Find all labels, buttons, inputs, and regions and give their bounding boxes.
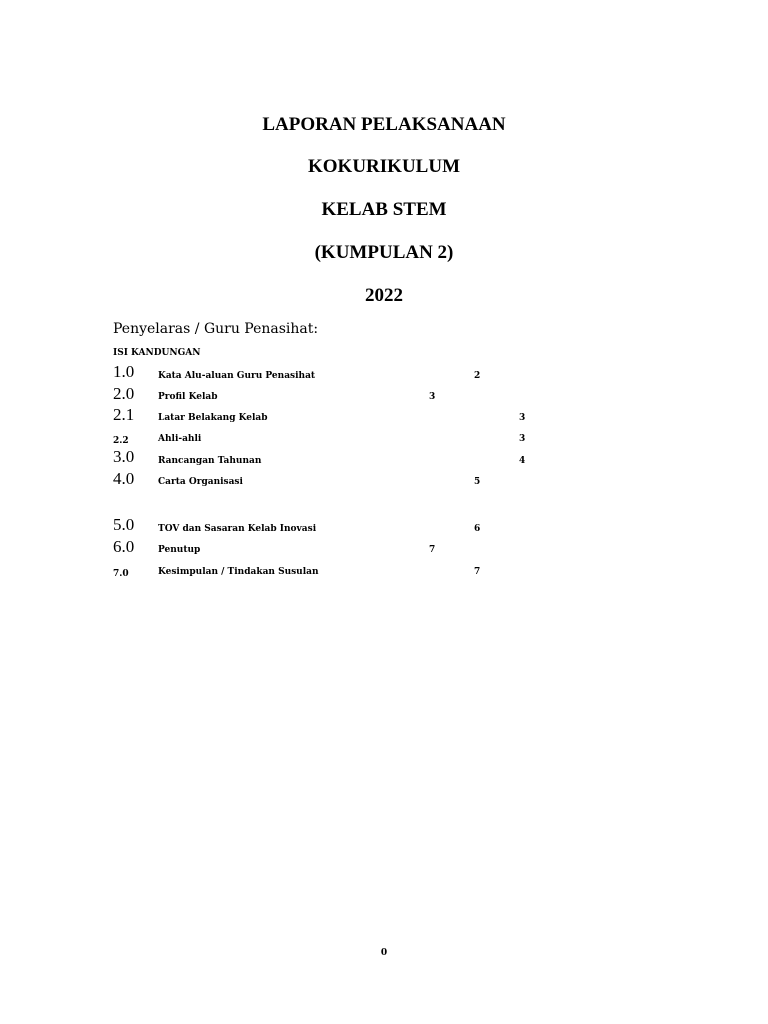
toc-entry-number: 5.0 [113,515,135,534]
toc-entry-page: 3 [429,392,436,402]
toc-entry-label[interactable]: Kesimpulan / Tindakan Susulan [158,567,319,577]
toc-entry-label[interactable]: TOV dan Sasaran Kelab Inovasi [158,524,317,534]
toc-entry-page: 7 [429,545,436,555]
report-title-line-4: (KUMPULAN 2) [314,242,454,263]
toc-entry-number: 3.0 [113,447,135,466]
toc-entry-number: 4.0 [113,469,135,488]
toc-entry-label[interactable]: Carta Organisasi [158,477,243,487]
toc-entry-number: 1.0 [113,362,135,381]
toc-entry-page: 5 [474,477,481,487]
toc-entry-page: 3 [519,434,526,444]
toc-entry-page: 6 [474,524,481,534]
toc-entry-number: 6.0 [113,537,135,556]
footer-page-number: 0 [380,948,388,958]
toc-entry-number: 2.1 [113,405,135,424]
toc-entry-label[interactable]: Kata Alu-aluan Guru Penasihat [158,371,316,381]
toc-entry-number: 2.2 [113,436,129,446]
toc-heading: ISI KANDUNGAN [113,348,201,358]
toc-entry-label[interactable]: Rancangan Tahunan [158,456,262,466]
advisor-label: Penyelaras / Guru Penasihat: [113,321,319,337]
report-title-line-3: KELAB STEM [321,199,447,220]
toc-entry-page: 2 [474,371,481,381]
toc-entry-page: 7 [474,567,481,577]
toc-entry-label[interactable]: Ahli-ahli [158,434,202,444]
toc-entry-page: 4 [519,456,526,466]
toc-entry-number: 2.0 [113,384,135,403]
toc-entry-number: 7.0 [113,569,129,579]
toc-entry-label[interactable]: Penutup [158,545,201,555]
toc-entry-label[interactable]: Latar Belakang Kelab [158,413,268,423]
report-title-year: 2022 [365,285,403,306]
toc-entry-label[interactable]: Profil Kelab [158,392,218,402]
report-title-line-2: KOKURIKULUM [308,156,460,177]
report-title-line-1: LAPORAN PELAKSANAAN [262,114,506,135]
toc-entry-page: 3 [519,413,526,423]
